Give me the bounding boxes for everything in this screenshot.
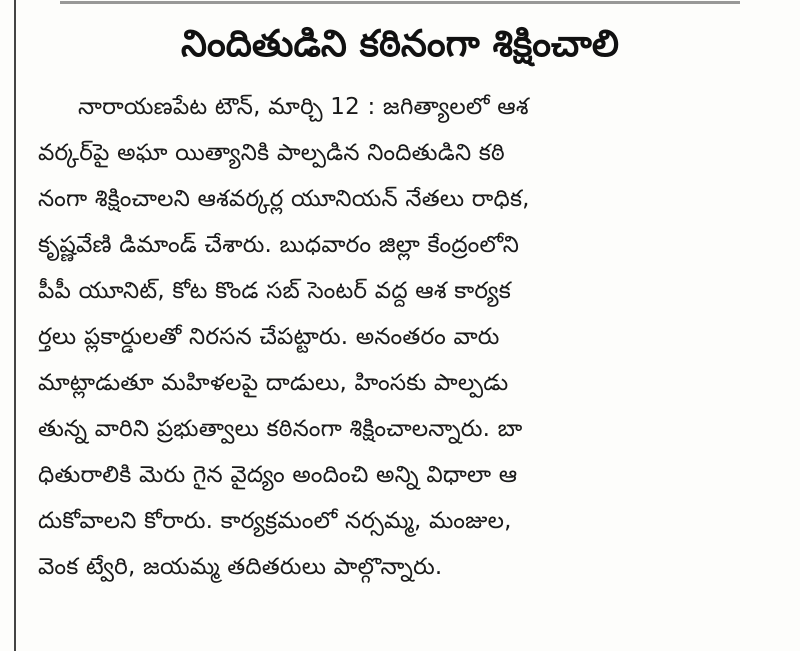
cropped-previous-text (60, 0, 740, 6)
column-divider (14, 0, 16, 651)
article-line: తున్న వారిని ప్రభుత్వాలు కఠినంగా శిక్షించాలన్నారు. బా (38, 416, 523, 442)
article-line: ర్తలు ప్లకార్డులతో నిరసన చేపట్టారు. అనంతరం వారు (38, 324, 500, 350)
article-line: కృష్ణవేణి డిమాండ్ చేశారు. బుధవారం జిల్లా కేంద్రంలోని (38, 232, 520, 258)
article-line: వెంక ట్వేరి, జయమ్మ తదితరులు పాల్గొన్నారు. (38, 554, 443, 580)
article-line: పీపీ యూనిట్, కోట కొండ సబ్ సెంటర్ వద్ద ఆశ కార్యక (38, 278, 511, 304)
article-line: వర్కర్‌పై అఘా యిత్యానికి పాల్పడిన నిందితుడిని కఠి (38, 140, 505, 166)
article-line: నారాయణపేట టౌన్, మార్చి 12 : జగిత్యాలలో ఆశ (78, 94, 529, 120)
article-line: ధితురాలికి మెరు గైన వైద్యం అందించి అన్ని విధాలా ఆ (38, 462, 518, 488)
article-line: మాట్లాడుతూ మహిళలపై దాడులు, హింసకు పాల్పడు (38, 370, 509, 396)
article-line: నంగా శిక్షించాలని ఆశవర్కర్ల యూనియన్ నేతలు రాధిక, (38, 186, 530, 212)
article-body (38, 84, 750, 640)
article-line: దుకోవాలని కోరారు. కార్యక్రమంలో నర్సమ్మ, మంజుల, (38, 508, 512, 534)
headline: నిందితుడిని కఠినంగా శిక్షించాలి (181, 22, 619, 65)
